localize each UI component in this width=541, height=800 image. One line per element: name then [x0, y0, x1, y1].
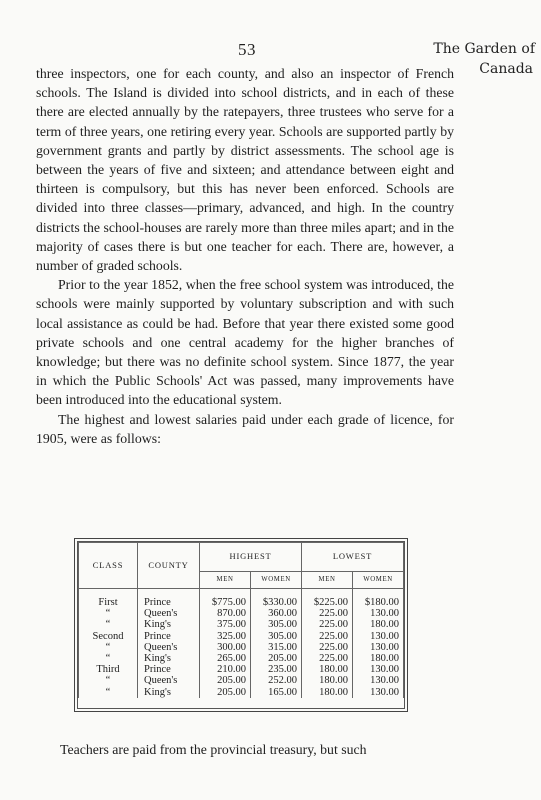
- table-row: [79, 589, 404, 609]
- header-highest: HIGHEST: [200, 543, 302, 572]
- cell-lowest-women: 130.00: [353, 642, 404, 653]
- cell-highest-women: $330.00: [251, 589, 302, 609]
- cell-class: “: [79, 642, 138, 653]
- cell-lowest-women: $180.00: [353, 589, 404, 609]
- cell-county: Queen's: [138, 608, 200, 619]
- table-row: [79, 664, 404, 675]
- cell-lowest-women: 130.00: [353, 675, 404, 686]
- table-row: [79, 631, 404, 642]
- header-highest-men: MEN: [200, 572, 251, 589]
- cell-county: King's: [138, 619, 200, 630]
- cell-highest-women: 360.00: [251, 608, 302, 619]
- paragraph-2: Prior to the year 1852, when the free school system was introduced, the schools were mainly supported by voluntary subscription and with such local assistance as could be had. Before that year there existed some good private schools and one central academy for the higher branches of knowledge; but there was no definite school system. Since 1877, the year in which the Public Schools' Act was passed, many improvements have been introduced into the educational system.: [36, 277, 454, 408]
- cell-lowest-women: 130.00: [353, 664, 404, 675]
- table-row: [79, 653, 404, 664]
- cell-class: First: [79, 589, 138, 609]
- cell-class: “: [79, 608, 138, 619]
- body-text: [36, 64, 454, 448]
- cell-lowest-women: 130.00: [353, 608, 404, 619]
- cell-class: “: [79, 687, 138, 698]
- cell-county: Queen's: [138, 642, 200, 653]
- cell-highest-men: 205.00: [200, 675, 251, 686]
- paragraph-3: The highest and lowest salaries paid under each grade of licence, for 1905, were as follows:: [36, 411, 454, 446]
- cell-highest-men: 325.00: [200, 631, 251, 642]
- cell-lowest-men: $225.00: [302, 589, 353, 609]
- cell-highest-women: 205.00: [251, 653, 302, 664]
- cell-class: Third: [79, 664, 138, 675]
- cell-county: Prince: [138, 589, 200, 609]
- cell-lowest-men: 180.00: [302, 664, 353, 675]
- table-row: [79, 619, 404, 630]
- cell-county: King's: [138, 653, 200, 664]
- salary-table-frame: [74, 538, 408, 712]
- cell-county: King's: [138, 687, 200, 698]
- cell-lowest-men: 225.00: [302, 619, 353, 630]
- cell-highest-men: 300.00: [200, 642, 251, 653]
- header-county: COUNTY: [138, 543, 200, 589]
- cell-class: Second: [79, 631, 138, 642]
- cell-highest-men: 205.00: [200, 687, 251, 698]
- cell-lowest-women: 180.00: [353, 619, 404, 630]
- cell-highest-women: 305.00: [251, 619, 302, 630]
- cell-lowest-men: 225.00: [302, 608, 353, 619]
- cell-class: “: [79, 653, 138, 664]
- cell-highest-women: 252.00: [251, 675, 302, 686]
- cell-lowest-men: 225.00: [302, 642, 353, 653]
- cell-highest-women: 165.00: [251, 687, 302, 698]
- paragraph-1: three inspectors, one for each county, and also an inspector of French schools. The Island is divided into school districts, and in each of these there are elected annually by the ratepayers, three trustees who serve for a term of three years, one retiring every year. Schools are supported partly by government grants and partly by district assessments. The school age is between the years of five and sixteen; and attendance between eight and thirteen is compulsory, but this has never been enforced. Schools are divided into three classes—primary, advanced, and high. In the country districts the school-houses are rarely more than three miles apart; and in the majority of cases there is but one teacher for each. There are, however, a number of graded schools.: [36, 66, 454, 274]
- table-row: [79, 687, 404, 698]
- header-lowest-women: WOMEN: [353, 572, 404, 589]
- running-head-line-1: The Garden of: [433, 41, 535, 57]
- cell-lowest-women: 180.00: [353, 653, 404, 664]
- header-lowest: LOWEST: [302, 543, 404, 572]
- cell-class: “: [79, 675, 138, 686]
- cell-lowest-women: 130.00: [353, 631, 404, 642]
- cell-lowest-men: 225.00: [302, 631, 353, 642]
- header-class: CLASS: [79, 543, 138, 589]
- table-row: [79, 608, 404, 619]
- cell-lowest-men: 225.00: [302, 653, 353, 664]
- cell-lowest-men: 180.00: [302, 687, 353, 698]
- cell-highest-women: 235.00: [251, 664, 302, 675]
- cell-lowest-women: 130.00: [353, 687, 404, 698]
- cell-lowest-men: 180.00: [302, 675, 353, 686]
- table-row: [79, 642, 404, 653]
- cell-highest-women: 315.00: [251, 642, 302, 653]
- header-lowest-men: MEN: [302, 572, 353, 589]
- cell-highest-men: 210.00: [200, 664, 251, 675]
- running-head-line-2: Canada: [479, 61, 533, 77]
- footer-text: Teachers are paid from the provincial treasury, but such: [60, 742, 367, 757]
- cell-highest-men: 265.00: [200, 653, 251, 664]
- table-row: [79, 675, 404, 686]
- cell-highest-women: 305.00: [251, 631, 302, 642]
- cell-highest-men: 375.00: [200, 619, 251, 630]
- cell-highest-men: $775.00: [200, 589, 251, 609]
- cell-county: Prince: [138, 664, 200, 675]
- salary-table: [78, 542, 404, 698]
- page-number: 53: [238, 40, 256, 59]
- cell-county: Queen's: [138, 675, 200, 686]
- cell-class: “: [79, 619, 138, 630]
- cell-county: Prince: [138, 631, 200, 642]
- header-highest-women: WOMEN: [251, 572, 302, 589]
- cell-highest-men: 870.00: [200, 608, 251, 619]
